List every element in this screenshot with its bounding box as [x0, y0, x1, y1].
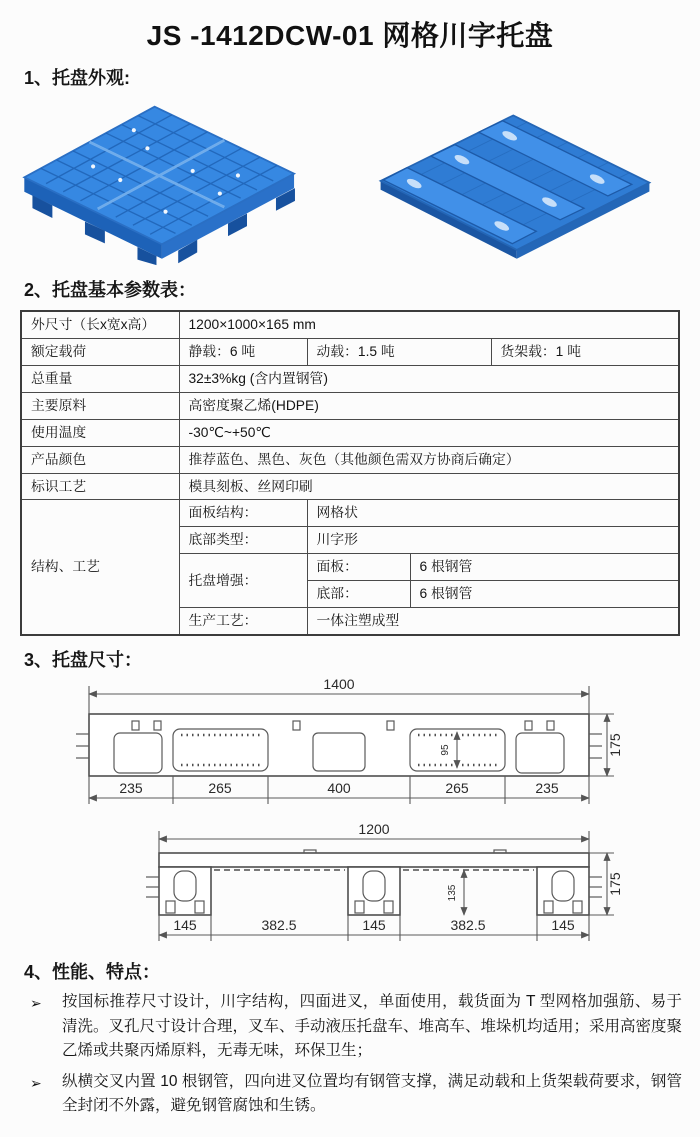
spec-table — [20, 310, 680, 636]
spec-value: 高密度聚乙烯(HDPE) — [179, 392, 679, 419]
spec-label: 使用温度 — [21, 419, 179, 446]
spec-sublabel: 面板结构： — [179, 500, 307, 527]
dim-side-seg-4: 382.5 — [450, 917, 486, 934]
page-title: JS -1412DCW-01 网格川字托盘 — [146, 20, 554, 51]
dim-side-overall-width: 1200 — [358, 823, 390, 838]
bullet-arrow-icon: ➢ — [30, 995, 42, 1012]
dim-side-seg-1: 145 — [173, 917, 197, 934]
spec-value: 6 根钢管 — [410, 581, 679, 608]
section-4-heading: 4、性能、特点： — [24, 962, 161, 983]
dimension-drawings — [74, 676, 626, 948]
section-1-heading: 1、托盘外观: — [24, 68, 131, 88]
dim-side-seg-5: 145 — [551, 917, 575, 934]
spec-label: 额定载荷 — [21, 338, 179, 365]
spec-value: 推荐蓝色、黑色、灰色（其他颜色需双方协商后确定） — [179, 446, 679, 473]
spec-sublabel: 底部： — [307, 581, 410, 608]
spec-label: 主要原料 — [21, 392, 179, 419]
spec-value: 货架载：1 吨 — [491, 338, 679, 365]
spec-value: 6 根钢管 — [410, 554, 679, 581]
dim-front-seg-3: 400 — [327, 780, 351, 797]
dim-side-seg-3: 145 — [362, 917, 386, 934]
spec-label: 产品颜色 — [21, 446, 179, 473]
dim-side-seg-2: 382.5 — [261, 917, 297, 934]
section-3-heading: 3、托盘尺寸： — [24, 650, 143, 671]
spec-label: 外尺寸（长x宽x高） — [21, 311, 179, 338]
spec-label: 结构、工艺 — [21, 500, 179, 635]
dim-fork-opening-height: 95 — [440, 744, 451, 756]
list-item — [30, 1070, 682, 1119]
spec-value: 一体注塑成型 — [307, 608, 679, 635]
table-row — [21, 419, 679, 446]
spec-value: 1200×1000×165 mm — [179, 311, 679, 338]
dim-front-seg-4: 265 — [445, 780, 469, 797]
list-item — [30, 990, 682, 1063]
spec-value: 动载：1.5 吨 — [307, 338, 491, 365]
section-2-heading: 2、托盘基本参数表： — [24, 280, 197, 300]
bullet-arrow-icon: ➢ — [30, 1074, 42, 1091]
feature-text: 按国标推荐尺寸设计，川字结构，四面进叉，单面使用，载货面为 T 型网格加强筋、易于清洗。叉孔尺寸设计合理，叉车、手动液压托盘车、堆高车、堆垛机均适用；采用高密度聚乙烯或共聚丙烯原料，无毒无味，环保卫生； — [62, 993, 683, 1060]
spec-label: 总重量 — [21, 365, 179, 392]
spec-sublabel: 托盘增强： — [179, 554, 307, 608]
feature-text: 纵横交叉内置 10 根钢管，四向进叉位置均有钢管支撑，满足动载和上货架载荷要求，钢管全封闭不外露，避免钢管腐蚀和生锈。 — [62, 1072, 682, 1114]
spec-value: -30℃~+50℃ — [179, 419, 679, 446]
spec-sublabel: 面板： — [307, 554, 410, 581]
dim-front-overall-width: 1400 — [323, 676, 355, 693]
dim-front-seg-2: 265 — [208, 780, 232, 797]
spec-value: 静载：6 吨 — [179, 338, 307, 365]
table-row — [21, 500, 679, 527]
pallet-bottom-view-image — [332, 96, 698, 264]
pallet-images-row — [0, 94, 700, 266]
dim-front-seg-1: 235 — [119, 780, 143, 797]
spec-value: 模具刻板、丝网印刷 — [179, 473, 679, 500]
table-row — [21, 311, 679, 338]
front-view-drawing — [74, 676, 626, 819]
dim-side-height: 175 — [607, 872, 623, 896]
dim-clearance-height: 135 — [447, 884, 458, 902]
table-row — [21, 365, 679, 392]
table-row — [21, 446, 679, 473]
spec-sublabel: 底部类型： — [179, 527, 307, 554]
features-list — [0, 990, 700, 1118]
table-row — [21, 392, 679, 419]
table-row — [21, 338, 679, 365]
dim-front-height: 175 — [607, 733, 623, 757]
spec-value: 网格状 — [307, 500, 679, 527]
side-view-drawing — [74, 823, 626, 948]
spec-value: 川字形 — [307, 527, 679, 554]
table-row — [21, 473, 679, 500]
dim-front-seg-5: 235 — [535, 780, 559, 797]
spec-label: 标识工艺 — [21, 473, 179, 500]
spec-value: 32±3%kg (含内置钢管) — [179, 365, 679, 392]
spec-sublabel: 生产工艺： — [179, 608, 307, 635]
pallet-top-view-image — [2, 94, 320, 266]
